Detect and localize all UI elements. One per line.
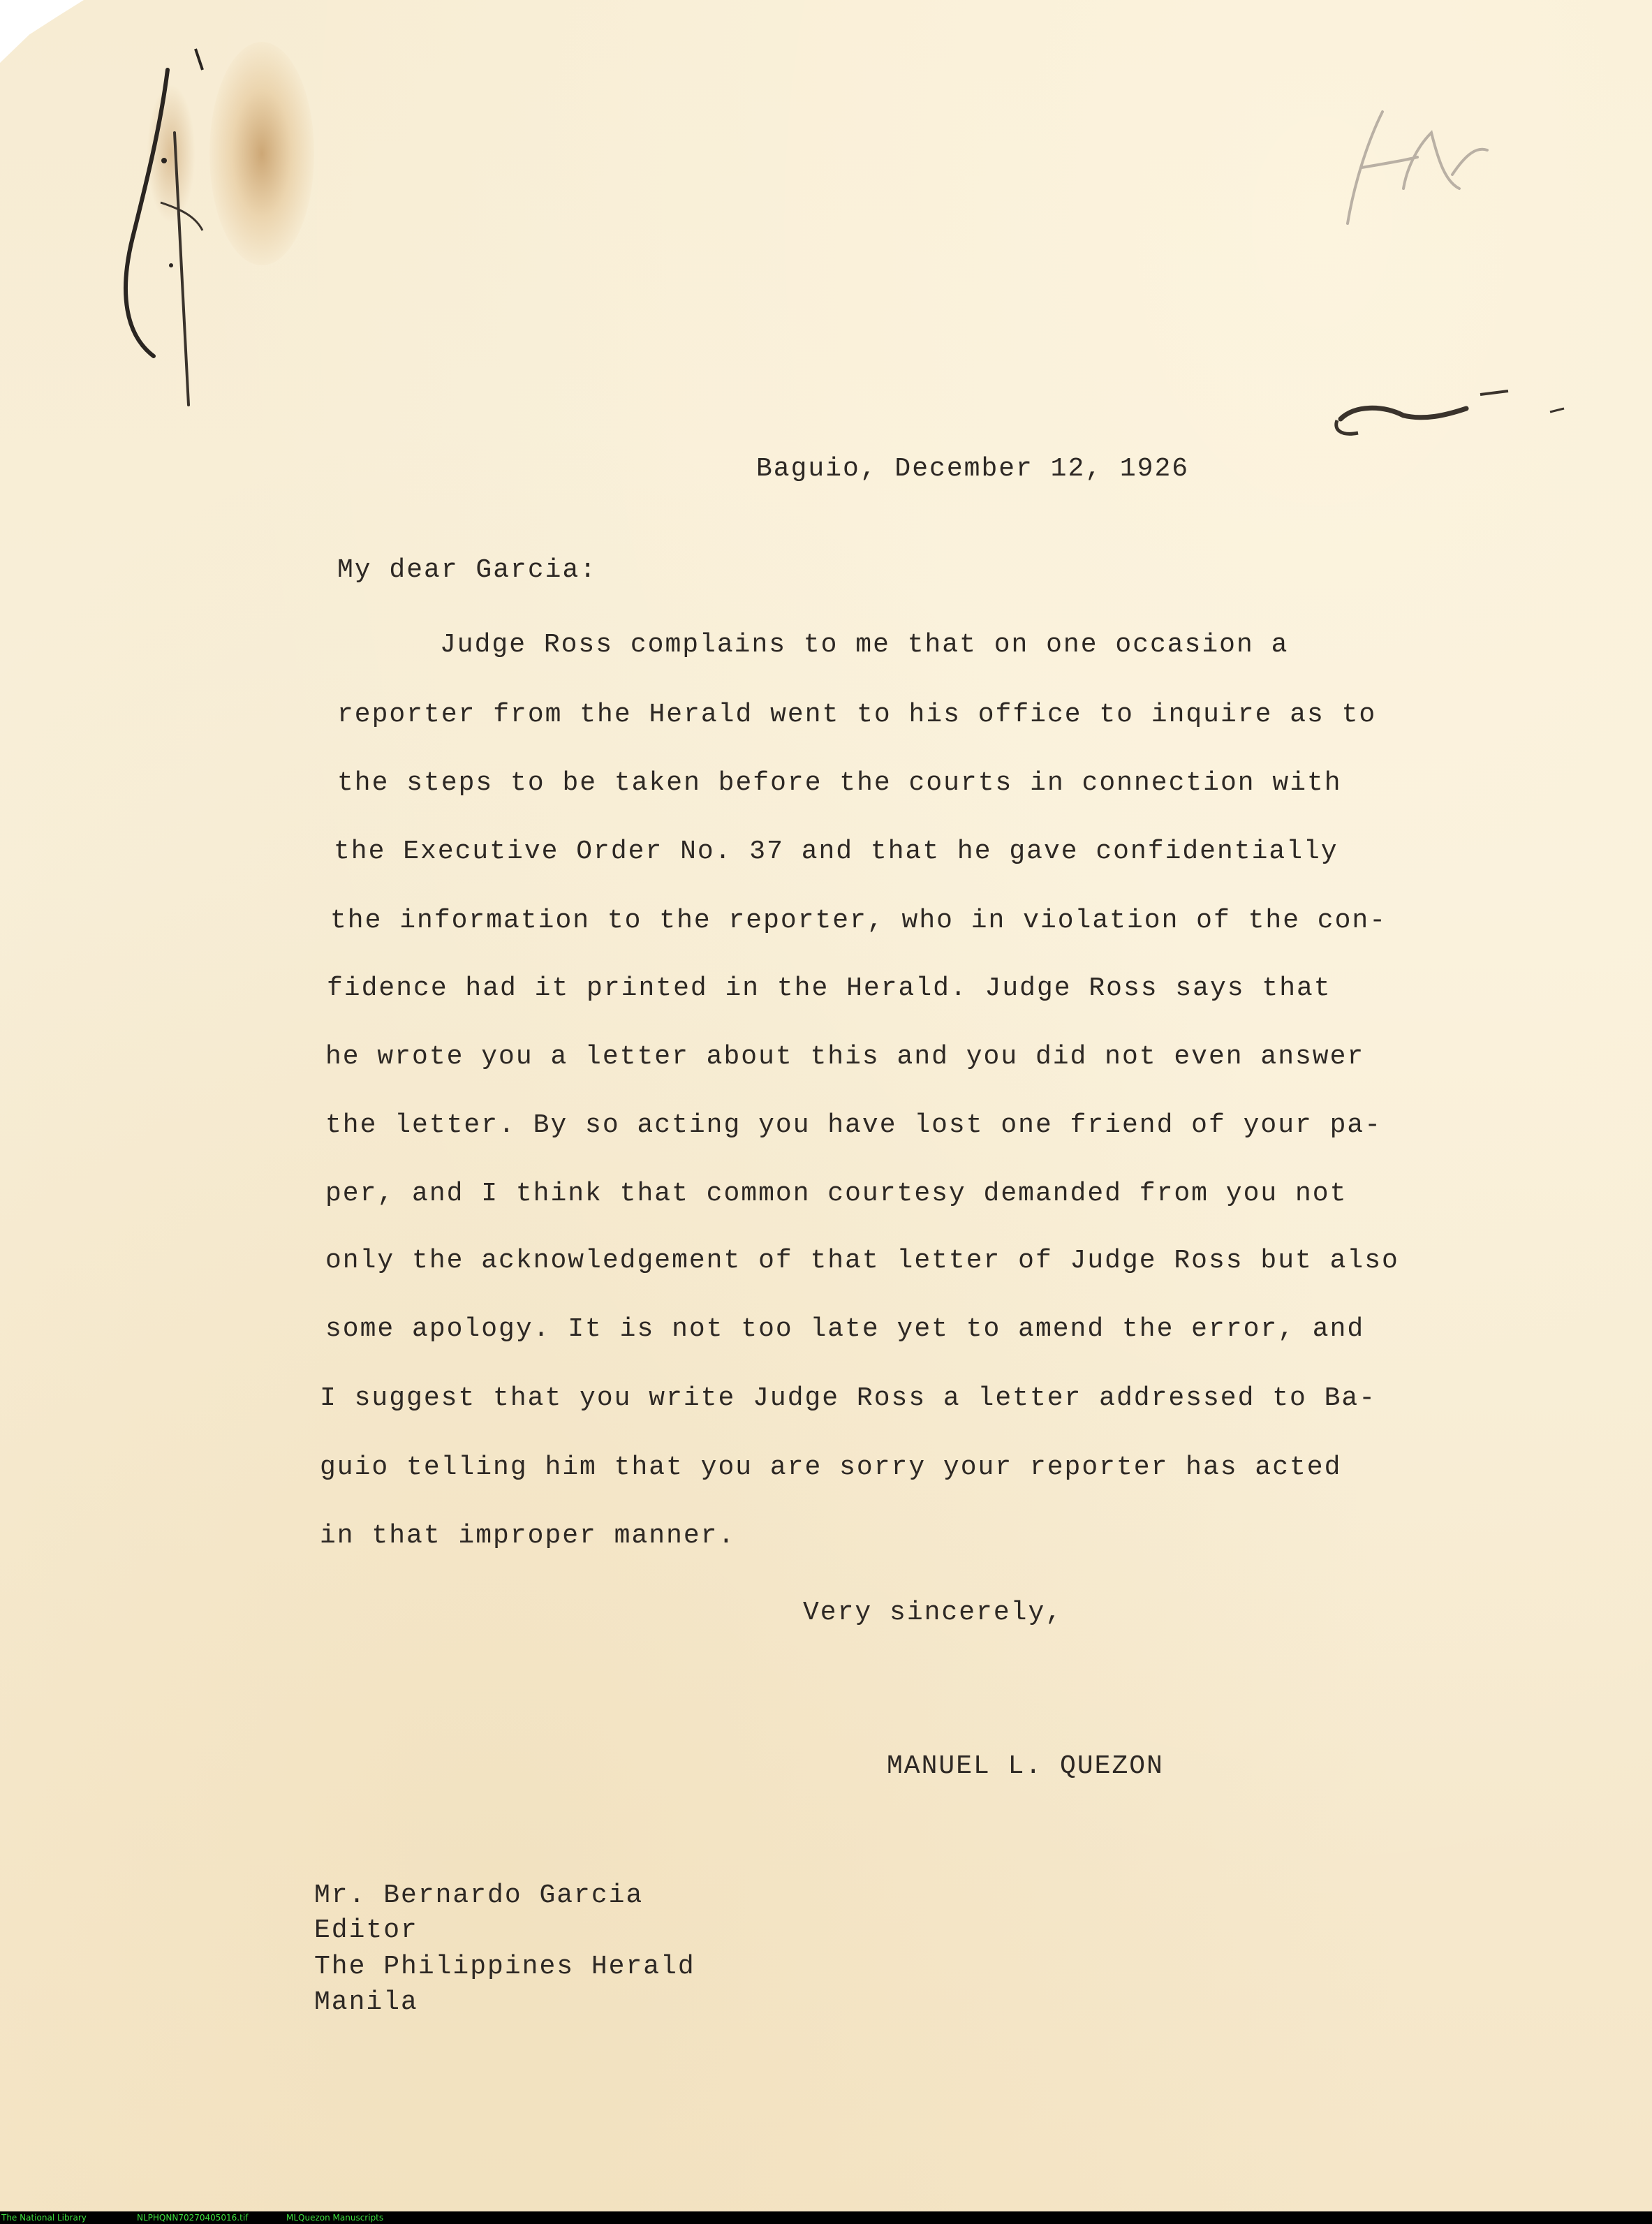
body-line: in that improper manner. — [320, 1521, 736, 1551]
body-line: reporter from the Herald went to his office to inquire as to — [337, 700, 1377, 730]
body-line: the letter. By so acting you have lost one friend of your pa- — [325, 1110, 1382, 1140]
recipient-title: Editor — [314, 1915, 418, 1945]
ink-arrow-mark — [1327, 377, 1578, 461]
body-line: only the acknowledgement of that letter of Judge Ross but also — [325, 1246, 1399, 1276]
margin-ink-marks — [105, 28, 230, 419]
handwritten-note — [1320, 84, 1501, 258]
footer-library: The National Library — [1, 2213, 87, 2223]
recipient-organization: The Philippines Herald — [314, 1952, 695, 1982]
place-date: Baguio, December 12, 1926 — [756, 454, 1190, 484]
body-line: the Executive Order No. 37 and that he gave confidentially — [334, 837, 1338, 867]
body-line: per, and I think that common courtesy demanded from you not — [325, 1179, 1348, 1209]
body-line: some apology. It is not too late yet to amend the error, and — [325, 1314, 1365, 1344]
body-line: Judge Ross complains to me that on one occasion a — [440, 630, 1289, 660]
closing: Very sincerely, — [803, 1598, 1063, 1628]
torn-corner — [0, 0, 84, 63]
salutation: My dear Garcia: — [337, 555, 598, 585]
body-line: the steps to be taken before the courts in connection with — [337, 768, 1342, 798]
body-line: I suggest that you write Judge Ross a letter addressed to Ba- — [320, 1383, 1377, 1413]
body-line: the information to the reporter, who in violation of the con- — [330, 906, 1387, 936]
body-line: guio telling him that you are sorry your reporter has acted — [320, 1452, 1342, 1482]
recipient-name: Mr. Bernardo Garcia — [314, 1880, 644, 1910]
body-line: fidence had it printed in the Herald. Judge Ross says that — [327, 973, 1332, 1003]
footer-collection: MLQuezon Manuscripts — [286, 2213, 384, 2223]
scan-footer-bar — [0, 2211, 1652, 2224]
body-line: he wrote you a letter about this and you did not even answer — [325, 1042, 1365, 1072]
signature: MANUEL L. QUEZON — [887, 1751, 1164, 1781]
recipient-city: Manila — [314, 1987, 418, 2017]
footer-filename: NLPHQNN70270405016.tif — [137, 2213, 249, 2223]
